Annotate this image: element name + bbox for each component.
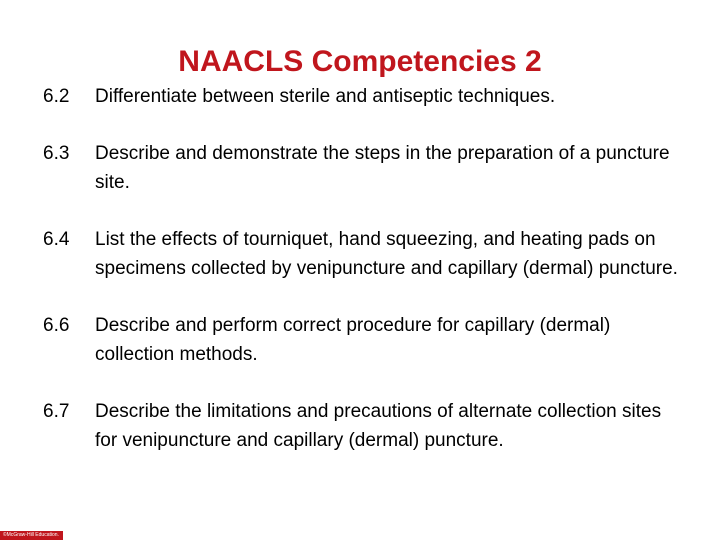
- competency-item-6-2: [43, 82, 683, 111]
- competency-number: 6.7: [43, 401, 70, 422]
- copyright-label: ©McGraw-Hill Education.: [0, 531, 63, 540]
- competency-list: [43, 82, 683, 483]
- competency-text: Describe the limitations and precautions of alternate collection sites for venipuncture and capillary (dermal) puncture.: [95, 401, 662, 451]
- competency-number: 6.2: [43, 86, 70, 107]
- competency-text: Differentiate between sterile and antiseptic techniques.: [95, 86, 556, 107]
- slide-title: NAACLS Competencies 2: [178, 45, 542, 79]
- competency-item-6-4: [43, 225, 683, 283]
- competency-text: List the effects of tourniquet, hand squeezing, and heating pads on specimens collected by venipuncture and capillary (dermal) puncture.: [95, 229, 678, 279]
- competency-number: 6.6: [43, 315, 70, 336]
- competency-item-6-7: [43, 397, 683, 455]
- competency-item-6-6: [43, 311, 683, 369]
- competency-item-6-3: [43, 139, 683, 197]
- competency-text: Describe and demonstrate the steps in the preparation of a puncture site.: [95, 143, 670, 193]
- competency-number: 6.4: [43, 229, 70, 250]
- competency-number: 6.3: [43, 143, 70, 164]
- competency-text: Describe and perform correct procedure for capillary (dermal) collection methods.: [95, 315, 611, 365]
